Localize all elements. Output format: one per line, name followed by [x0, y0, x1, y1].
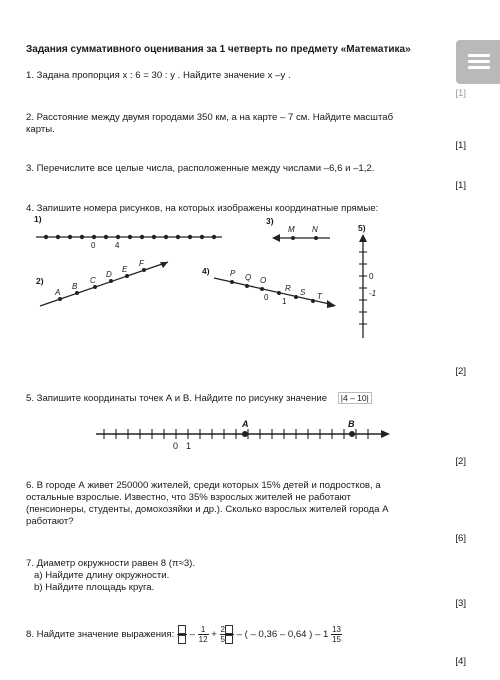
figure-1-number: 0 [91, 241, 96, 250]
question-2-line: 2. Расстояние между двумя городами 350 км, а на карте – 7 см. Найдите масштаб [26, 112, 394, 123]
page-title: Задания суммативного оценивания за 1 четверть по предмету «Математика» [26, 44, 411, 55]
question-6-line: остальные взрослые. Известно, что 35% взрослых жителей не работают [26, 492, 351, 503]
figure-2-point: E [122, 265, 128, 274]
figure-2-point: B [72, 282, 78, 291]
question-6 [26, 480, 471, 528]
expression-middle: – ( – 0,36 – 0,64 ) – 1 [236, 629, 329, 640]
fraction: $\frac{2}{5}$ [220, 625, 234, 645]
figure-4-number: 0 [264, 293, 269, 302]
question-3: 3. Перечислите все целые числа, расположенные между числами –6,6 и –1,2. [26, 163, 375, 174]
question-8-text: 8. Найдите значение выражения: [26, 629, 175, 640]
figure-3-point: N [312, 225, 318, 234]
figure-1-number: 4 [115, 241, 120, 250]
question-1: 1. Задана пропорция x : 6 = 30 : y . Найдите значение x –y . [26, 70, 291, 81]
fraction: $\frac{13}{15}$ [332, 624, 341, 644]
figure-2-label: 2) [36, 276, 44, 286]
question-3-points: [1] [455, 180, 466, 191]
question-2-line: карты. [26, 124, 55, 135]
number-line-zero: 0 [173, 441, 179, 451]
question-4-points: [2] [455, 366, 466, 377]
figure-4-point: T [317, 292, 322, 301]
figure-3-label: 3) [266, 216, 274, 226]
figure-5-number: 0 [369, 272, 374, 281]
question-7 [26, 558, 195, 594]
figure-2-point: F [139, 259, 144, 268]
figure-2-point: A [55, 288, 61, 297]
figure-1-label: 1) [34, 214, 42, 224]
figure-4-label: 4) [202, 266, 210, 276]
point-b-label: B [348, 419, 355, 429]
figure-4-point: O [260, 276, 267, 285]
fraction-blank [177, 625, 187, 645]
figure-4-point: P [230, 269, 236, 278]
question-5-expression: |4 – 10| [338, 392, 372, 404]
question-6-line: 6. В городе А живет 250000 жителей, среди которых 15% детей и подростков, а [26, 480, 381, 491]
number-line-one: 1 [186, 441, 192, 451]
question-7-part-b: b) Найдите площадь круга. [34, 582, 155, 593]
figure-2-point: C [90, 276, 96, 285]
question-4: 4. Запишите номера рисунков, на которых изображены координатные прямые: [26, 203, 379, 214]
figure-5-number: -1 [369, 289, 377, 298]
fraction: $\frac{1}{12}$ [198, 624, 208, 644]
figure-4-number: 1 [282, 297, 287, 306]
question-2-points: [1] [455, 140, 466, 151]
question-5-points: [2] [455, 456, 466, 467]
figure-5-label: 5) [358, 223, 366, 233]
point-a-label: A [242, 419, 249, 429]
figure-4-point: R [285, 284, 291, 293]
question-7-text: 7. Диаметр окружности равен 8 (π≈3). [26, 558, 196, 569]
question-6-points: [6] [455, 533, 466, 544]
question-8-points: [4] [455, 656, 466, 667]
question-6-line: работают? [26, 516, 74, 527]
figure-2-point: D [106, 270, 112, 279]
question-1-points: [1] [455, 88, 466, 99]
question-7-points: [3] [455, 598, 466, 609]
question-6-line: (пенсионеры, студенты, домохозяйки и др.). Сколько взрослых жителей города А [26, 504, 389, 515]
question-5-text: 5. Запишите координаты точек А и В. Найдите по рисунку значение [26, 393, 328, 404]
question-7-part-a: a) Найдите длину окружности. [34, 570, 170, 581]
figure-4-point: Q [245, 273, 252, 282]
figure-3-point: M [288, 225, 295, 234]
figure-4-point: S [300, 288, 306, 297]
question-8: 8. Найдите значение выражения: – $\frac{1}{12}$ + $\frac{2}{5}$ – ( – 0,36 – 0,64 ) – 1 $\frac{13}{15}$ [26, 624, 341, 644]
